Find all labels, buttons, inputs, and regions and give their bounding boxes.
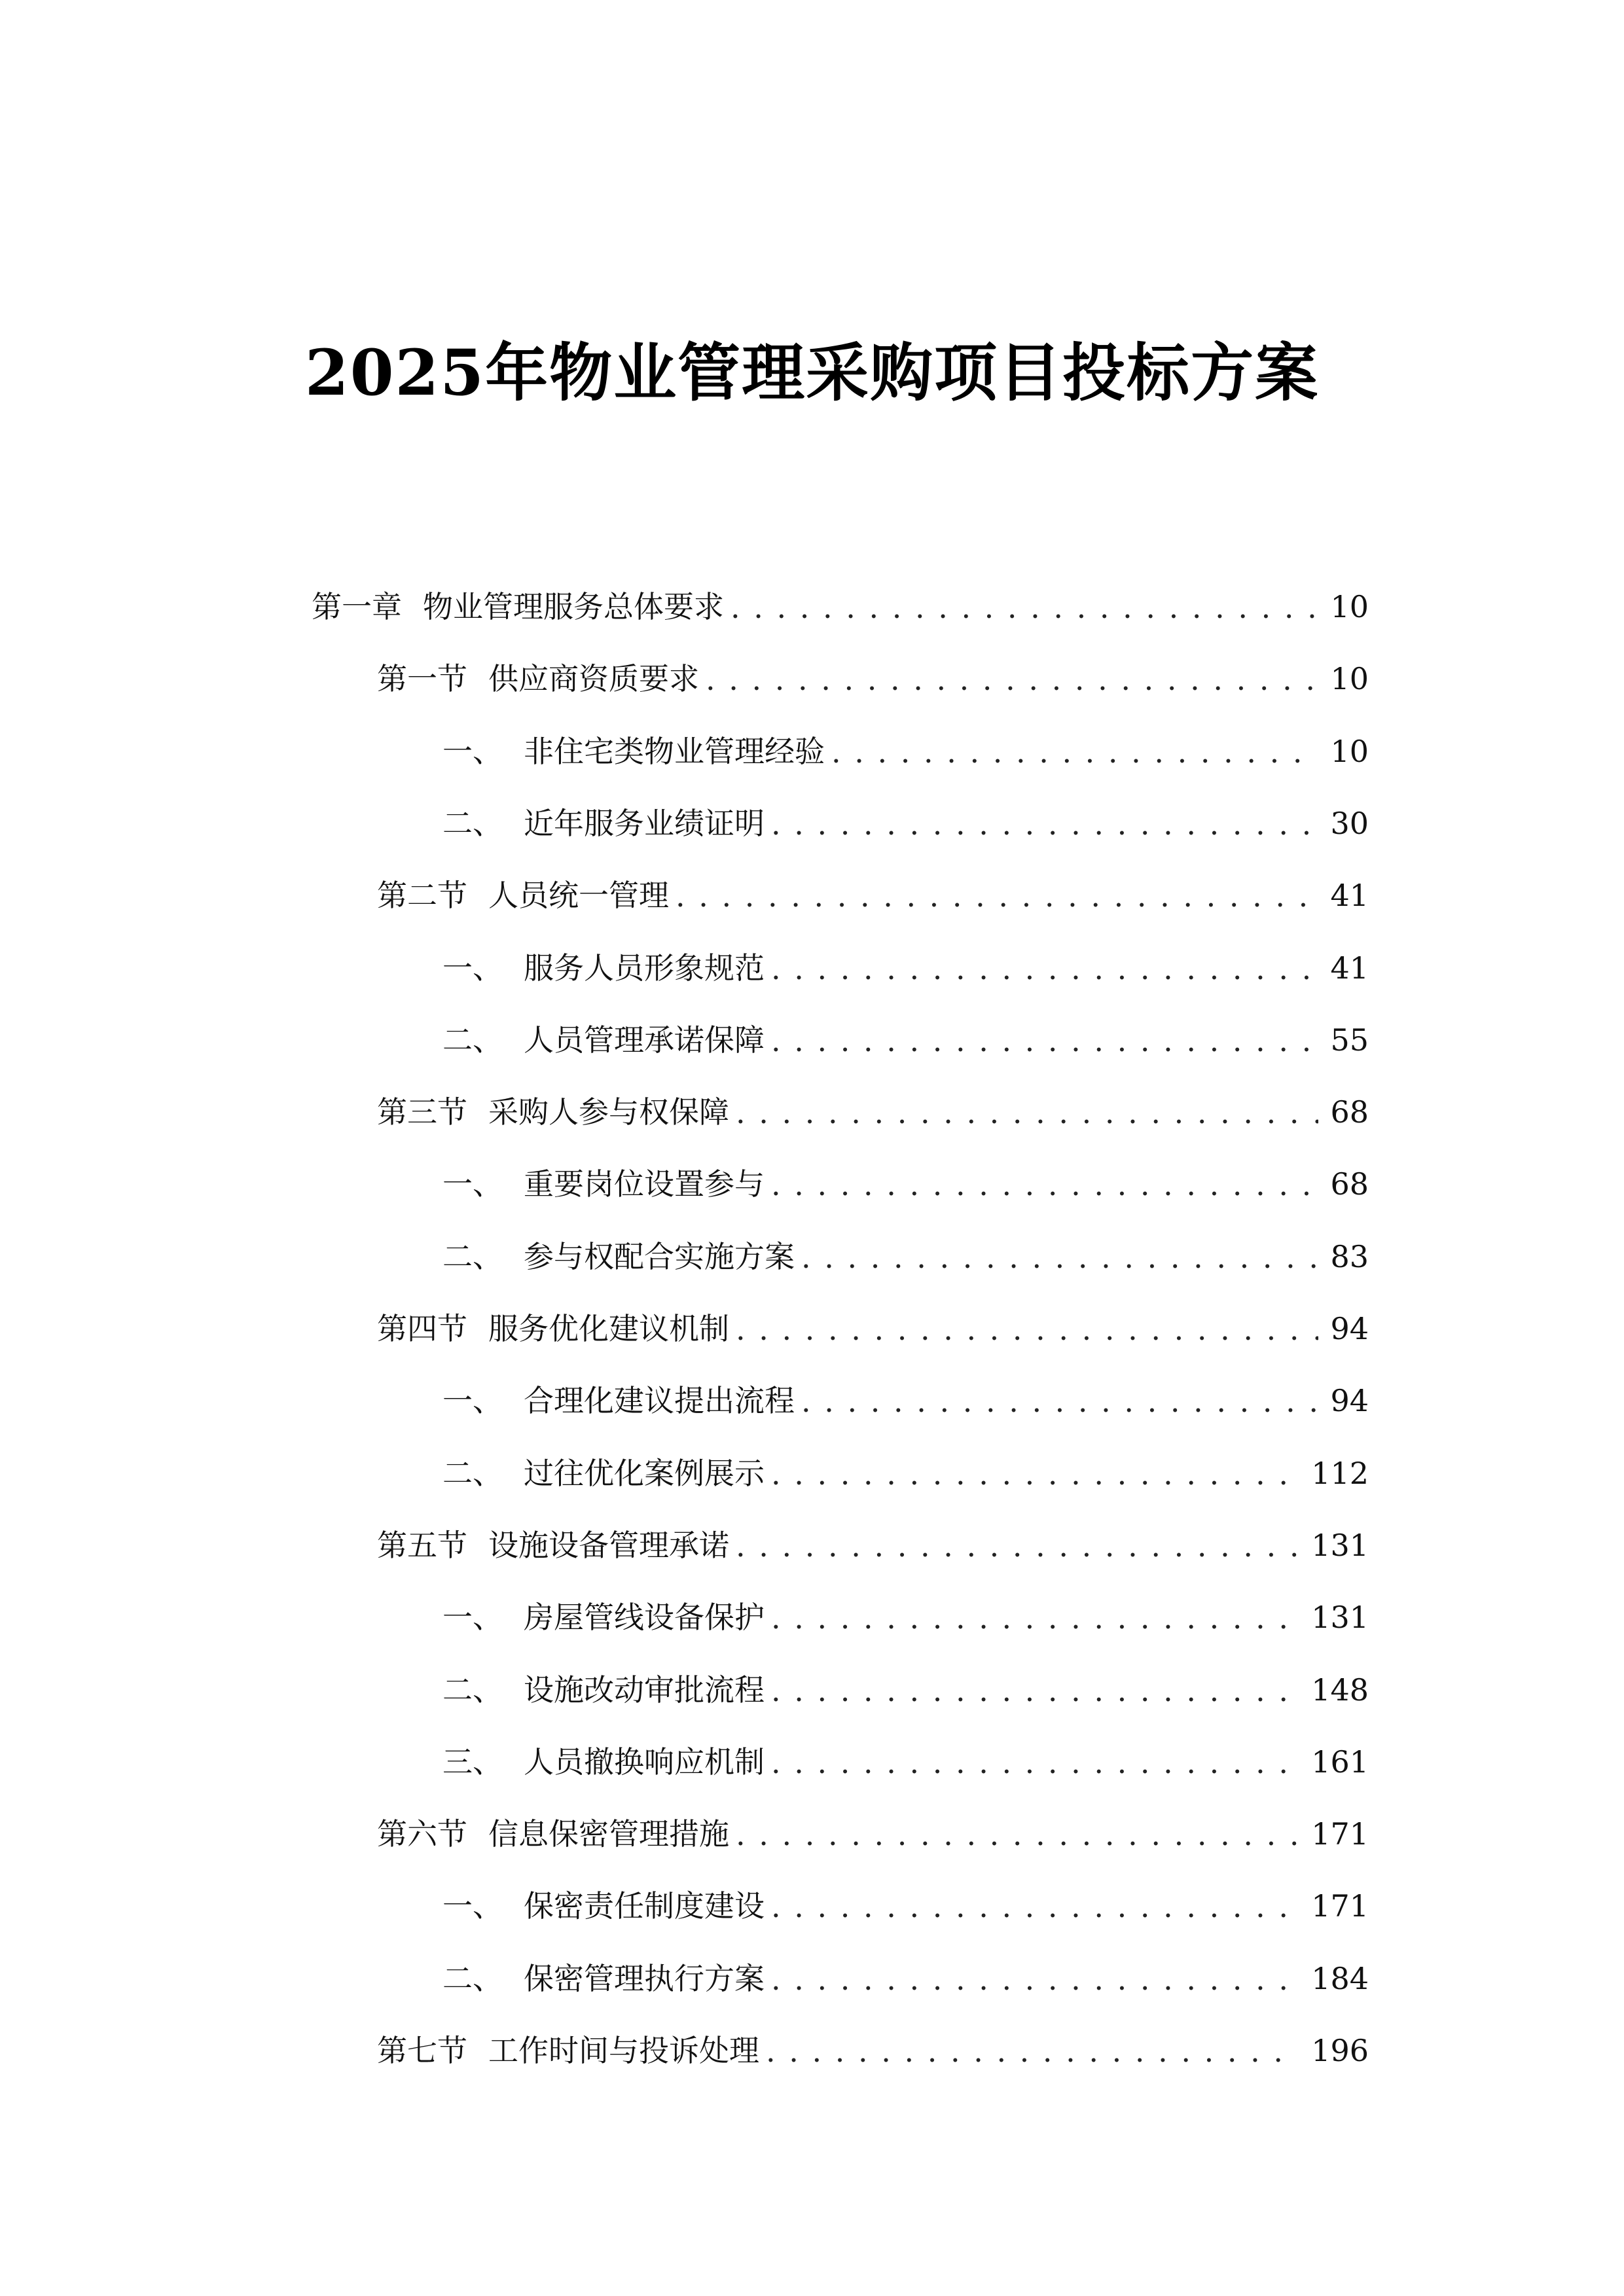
toc-dot-leader: [771, 1004, 1318, 1076]
toc-entry[interactable]: [442, 932, 1369, 1004]
toc-dot-leader: [801, 1221, 1318, 1293]
toc-entry-page-number: 30: [1330, 805, 1369, 841]
toc-dot-leader: [771, 1870, 1299, 1942]
toc-entry-number: 一、: [442, 733, 503, 769]
toc-entry-title: 设施改动审批流程: [524, 1672, 765, 1708]
toc-entry-title: 参与权配合实施方案: [524, 1238, 795, 1274]
toc-entry-number: 第四节: [377, 1311, 467, 1346]
toc-dot-leader: [771, 1943, 1299, 2015]
toc-entry-number: 二、: [442, 805, 503, 841]
toc-entry-page-number: 171: [1311, 1816, 1369, 1852]
toc-entry[interactable]: [377, 859, 1369, 931]
toc-dot-leader: [831, 715, 1318, 787]
toc-entry-number: 三、: [442, 1744, 503, 1780]
toc-entry-number: 第三节: [377, 1094, 467, 1130]
toc-dot-leader: [736, 1076, 1318, 1148]
toc-dot-leader: [771, 1148, 1318, 1220]
toc-entry-title: 房屋管线设备保护: [524, 1600, 765, 1636]
toc-entry-page-number: 94: [1330, 1311, 1369, 1346]
toc-dot-leader: [766, 2015, 1299, 2087]
toc-entry-page-number: 68: [1330, 1094, 1369, 1130]
toc-entry[interactable]: [377, 643, 1369, 715]
toc-entry[interactable]: [312, 571, 1369, 643]
toc-dot-leader: [771, 1581, 1299, 1653]
toc-entry[interactable]: [442, 1726, 1369, 1798]
toc-entry[interactable]: [442, 1437, 1369, 1509]
toc-entry-title: 服务人员形象规范: [524, 950, 765, 986]
toc-entry[interactable]: [442, 1221, 1369, 1293]
toc-entry-number: 一、: [442, 1383, 503, 1419]
toc-entry-page-number: 10: [1330, 661, 1369, 697]
toc-entry-page-number: 83: [1330, 1238, 1369, 1274]
toc-entry-title: 近年服务业绩证明: [524, 805, 765, 841]
toc-entry-number: 第二节: [377, 878, 467, 914]
toc-entry-page-number: 171: [1311, 1888, 1369, 1924]
toc-entry[interactable]: [442, 787, 1369, 859]
toc-entry-page-number: 161: [1311, 1744, 1369, 1780]
toc-entry-number: 第六节: [377, 1816, 467, 1852]
toc-dot-leader: [736, 1798, 1299, 1870]
toc-entry-number: 第一节: [377, 661, 467, 697]
toc-entry-page-number: 131: [1311, 1527, 1369, 1563]
toc-dot-leader: [771, 1437, 1299, 1509]
toc-entry[interactable]: [377, 1076, 1369, 1148]
toc-entry-number: 二、: [442, 1022, 503, 1058]
toc-dot-leader: [771, 1654, 1299, 1726]
toc-entry[interactable]: [442, 1365, 1369, 1437]
toc-entry-page-number: 131: [1311, 1600, 1369, 1636]
toc-entry-title: 工作时间与投诉处理: [488, 2033, 759, 2068]
toc-dot-leader: [706, 643, 1318, 715]
toc-entry-number: 第五节: [377, 1527, 467, 1563]
toc-entry-number: 第一章: [312, 589, 402, 624]
toc-entry-number: 第七节: [377, 2033, 467, 2068]
toc-dot-leader: [736, 1509, 1299, 1581]
toc-entry-page-number: 196: [1311, 2033, 1369, 2068]
toc-entry-page-number: 68: [1330, 1166, 1369, 1202]
toc-dot-leader: [771, 1726, 1299, 1798]
toc-entry[interactable]: [377, 1509, 1369, 1581]
toc-entry-title: 采购人参与权保障: [488, 1094, 729, 1130]
toc-dot-leader: [736, 1293, 1318, 1365]
toc-entry[interactable]: [442, 1581, 1369, 1653]
toc-entry[interactable]: [442, 1148, 1369, 1220]
toc-entry-title: 供应商资质要求: [488, 661, 699, 697]
toc-entry-title: 设施设备管理承诺: [488, 1527, 729, 1563]
toc-entry[interactable]: [442, 715, 1369, 787]
toc-entry[interactable]: [377, 2015, 1369, 2087]
toc-entry-page-number: 94: [1330, 1383, 1369, 1419]
toc-entry-title: 保密管理执行方案: [524, 1960, 765, 1996]
toc-dot-leader: [676, 859, 1318, 931]
toc-entry[interactable]: [377, 1293, 1369, 1365]
toc-entry-title: 重要岗位设置参与: [524, 1166, 765, 1202]
toc-entry-title: 物业管理服务总体要求: [423, 589, 724, 624]
toc-entry-page-number: 148: [1311, 1672, 1369, 1708]
toc-entry[interactable]: [442, 1943, 1369, 2015]
toc-entry-title: 信息保密管理措施: [488, 1816, 729, 1852]
toc-dot-leader: [771, 787, 1318, 859]
toc-entry-title: 过往优化案例展示: [524, 1455, 765, 1491]
toc-entry-title: 非住宅类物业管理经验: [524, 733, 825, 769]
toc-entry-title: 合理化建议提出流程: [524, 1383, 795, 1419]
toc-entry-page-number: 41: [1330, 878, 1369, 914]
toc-entry[interactable]: [442, 1654, 1369, 1726]
toc-entry-number: 二、: [442, 1238, 503, 1274]
toc-entry-page-number: 112: [1311, 1455, 1369, 1491]
toc-entry-number: 二、: [442, 1960, 503, 1996]
toc-entry[interactable]: [377, 1798, 1369, 1870]
toc-entry-title: 人员管理承诺保障: [524, 1022, 765, 1058]
toc-entry-title: 人员撤换响应机制: [524, 1744, 765, 1780]
toc-entry-number: 二、: [442, 1672, 503, 1708]
toc-entry-title: 保密责任制度建设: [524, 1888, 765, 1924]
toc-dot-leader: [771, 932, 1318, 1004]
toc-entry-number: 一、: [442, 950, 503, 986]
toc-entry[interactable]: [442, 1870, 1369, 1942]
toc-entry-title: 人员统一管理: [488, 878, 669, 914]
toc-entry-number: 一、: [442, 1166, 503, 1202]
toc-entry-number: 一、: [442, 1888, 503, 1924]
document-title: 2025年物业管理采购项目投标方案: [304, 336, 1320, 410]
toc-entry-page-number: 184: [1311, 1960, 1369, 1996]
toc-dot-leader: [801, 1365, 1318, 1437]
toc-entry-number: 一、: [442, 1600, 503, 1636]
toc-entry-title: 服务优化建议机制: [488, 1311, 729, 1346]
toc-dot-leader: [731, 571, 1318, 643]
toc-entry[interactable]: [442, 1004, 1369, 1076]
toc-entry-page-number: 41: [1330, 950, 1369, 986]
toc-entry-page-number: 10: [1330, 589, 1369, 624]
toc-entry-page-number: 55: [1330, 1022, 1369, 1058]
toc-entry-page-number: 10: [1330, 733, 1369, 769]
toc-entry-number: 二、: [442, 1455, 503, 1491]
